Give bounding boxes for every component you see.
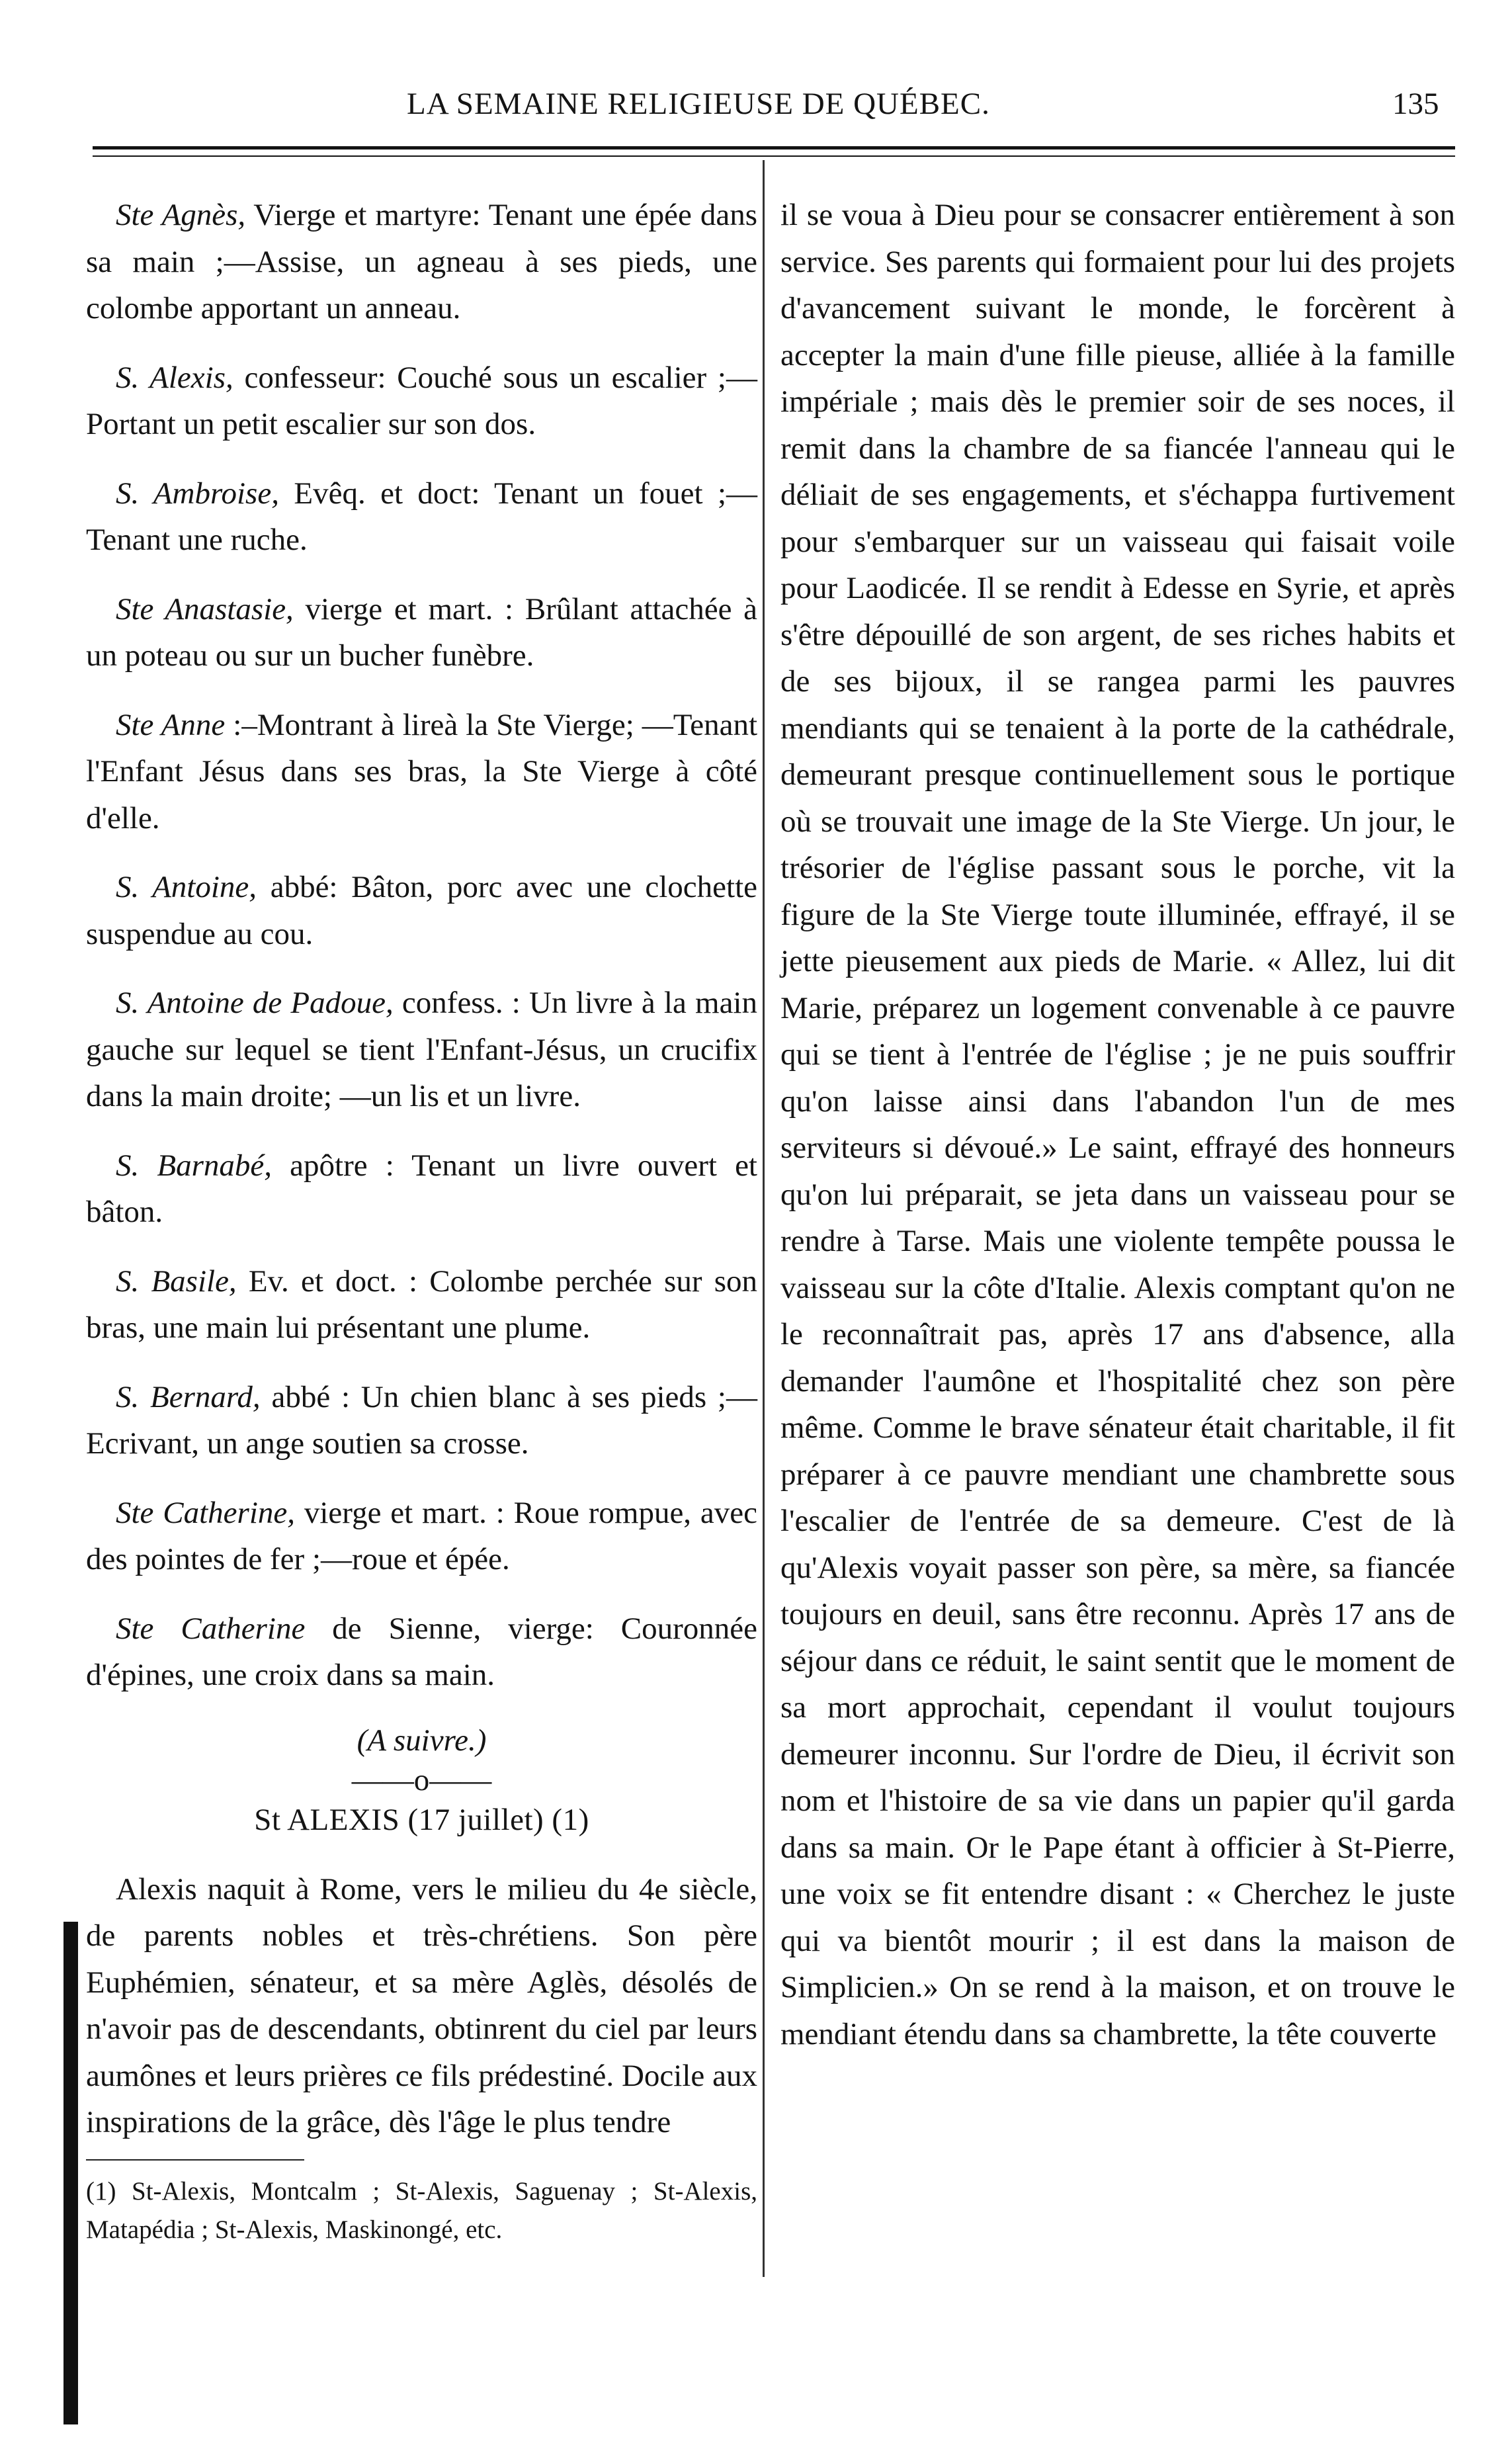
saint-attributes: apôtre : Tenant un livre ouvert et bâton. [86, 1148, 757, 1229]
right-column [780, 192, 1455, 2057]
left-column [86, 192, 757, 2249]
saint-name: S. Ambroise, [116, 476, 279, 511]
saint-attributes: Evêq. et doct: Tenant un fouet ;—Tenant une ruche. [86, 476, 758, 557]
saint-entry [86, 1142, 757, 1236]
saint-attributes: vierge et mart. : Brûlant attachée à un poteau ou sur un bucher funèbre. [86, 591, 757, 673]
saint-name: Ste Catherine, [116, 1495, 295, 1530]
saint-attributes: Ev. et doct. : Colombe perchée sur son bras, une main lui présentant une plume. [86, 1264, 757, 1345]
saint-entry [86, 980, 757, 1120]
body-paragraph: Alexis naquit à Rome, vers le milieu du 4e siècle, de parents nobles et très-chrétiens. Son père Euphémien, sénateur, et sa mère Aglès, désolés de n'avoir pas de descendants, obtinrent du ciel par leurs aumônes et leurs prières ce fils prédestiné. Docile aux inspirations de la grâce, dès l'âge le plus tendre [86, 1871, 757, 2139]
running-title: LA SEMAINE RELIGIEUSE DE QUÉBEC. [407, 87, 990, 121]
saint-entry [86, 355, 757, 448]
saint-name: Ste Agnès, [116, 198, 246, 232]
saint-attributes: vierge et mart. : Roue rompue, avec des pointes de fer ;—roue et épée. [86, 1495, 757, 1576]
saint-entry [86, 1374, 757, 1467]
saint-attributes: abbé : Un chien blanc à ses pieds ;—Ecrivant, un ange soutien sa crosse. [86, 1379, 757, 1461]
saint-entry [86, 470, 757, 564]
saint-name: S. Alexis, [116, 360, 233, 395]
footnote: (1) St-Alexis, Montcalm ; St-Alexis, Saguenay ; St-Alexis, Matapédia ; St-Alexis, Maskinongé, etc. [86, 2176, 757, 2244]
margin-bar [63, 1922, 78, 2424]
saint-name: Ste Catherine [116, 1611, 306, 1646]
saint-name: S. Bernard, [116, 1379, 261, 1414]
saint-entry [86, 1258, 757, 1351]
saint-name: S. Antoine, [116, 870, 257, 904]
section-heading: St ALEXIS (17 juillet) (1) [254, 1803, 589, 1837]
saint-attributes: :–Montrant à lireà la Ste Vierge; —Tenant l'Enfant Jésus dans ses bras, la Ste Vierge à côté d'elle. [86, 707, 758, 836]
saint-entry [86, 192, 757, 332]
header-rule [93, 146, 1455, 150]
body-paragraph: il se voua à Dieu pour se consacrer entièrement à son service. Ses parents qui formaient pour lui des projets d'avancement suivant le monde, le forcèrent à accepter la main d'une fille pieuse, alliée à la famille impériale ; mais dès le premier soir de ses noces, il remit dans la chambre de sa fiancée l'anneau qui le déliait de ses engagements, et s'échappa furtivement pour s'embarquer sur un vaisseau qui faisait voile pour Laodicée. Il se rendit à Edesse en Syrie, et après s'être dépouillé de son argent, de ses riches habits et de ses bijoux, il se rangea parmi les pauvres mendiants qui se tenaient à la porte de la cathédrale, demeurant presque continuellement sous le portique où se trouvait une image de la Ste Vierge. Un jour, le trésorier de l'église passant sous le porche, vit la figure de la Ste Vierge toute illuminée, effrayé, il se jette pieusement aux pieds de Marie. « Allez, lui dit Marie, préparez un logement convenable à ce pauvre qui se tient à l'entrée de l'église ; je ne puis souffrir qu'on laisse ainsi dans l'abandon l'un de mes serviteurs si dévoué.» Le saint, effrayé des honneurs qu'on lui préparait, se jeta dans un vaisseau pour se rendre à Tarse. Mais une violente tempête poussa le vaisseau sur la côte d'Italie. Alexis comptant qu'on ne le reconnaîtrait pas, après 17 ans d'absence, alla demander l'aumône et l'hospitalité chez son père même. Comme le brave sénateur était charitable, il fit préparer à ce pauvre mendiant une chambrette sous l'escalier de l'entrée de sa demeure. C'est de là qu'Alexis voyait passer son père, sa mère, sa fiancée toujours en deuil, sans être reconnu. Après 17 ans de séjour dans ce réduit, le saint sentit que le moment de sa mort approchait, cependant il voulut toujours demeurer inconnu. Sur l'ordre de Dieu, il écrivit son nom et l'histoire de sa vie dans un papier qu'il garda dans sa main. Or le Pape étant à officier à St-Pierre, une voix se fit entendre disant : « Cherchez le juste qui va bientôt mourir ; il est dans la maison de Simplicien.» On se rend à la maison, et on trouve le mendiant étendu dans sa chambrette, la tête couverte [780, 198, 1455, 2051]
saint-name: Ste Anne [116, 707, 226, 742]
saint-entry [86, 586, 757, 679]
page-number: 135 [1392, 87, 1439, 121]
to-be-continued: (A suivre.) [357, 1723, 487, 1758]
saint-attributes: confess. : Un livre à la main gauche sur lequel se tient l'Enfant-Jésus, un crucifix dans la main droite; —un lis et un livre. [86, 986, 757, 1113]
saint-entry [86, 1490, 757, 1583]
saint-entry [86, 702, 757, 842]
saint-entry [86, 864, 757, 957]
saint-attributes: Vierge et martyre: Tenant une épée dans sa main ;—Assise, un agneau à ses pieds, une colombe apportant un anneau. [86, 198, 757, 325]
saint-attributes: abbé: Bâton, porc avec une clochette suspendue au cou. [86, 870, 758, 951]
saint-entry [86, 1606, 757, 1699]
saint-name: S. Antoine de Padoue, [116, 986, 394, 1020]
saint-name: Ste Anastasie, [116, 591, 294, 626]
saint-name: S. Basile, [116, 1264, 237, 1299]
section-ornament: ——o—— [351, 1763, 492, 1797]
column-divider [763, 160, 765, 2277]
saint-attributes: de Sienne, vierge: Couronnée d'épines, une croix dans sa main. [86, 1611, 757, 1692]
saint-attributes: confesseur: Couché sous un escalier ;—Portant un petit escalier sur son dos. [86, 360, 757, 441]
header-rule-thin [93, 155, 1455, 157]
footnote-rule [86, 2159, 304, 2161]
page-header [0, 0, 1512, 132]
saint-name: S. Barnabé, [116, 1148, 273, 1183]
